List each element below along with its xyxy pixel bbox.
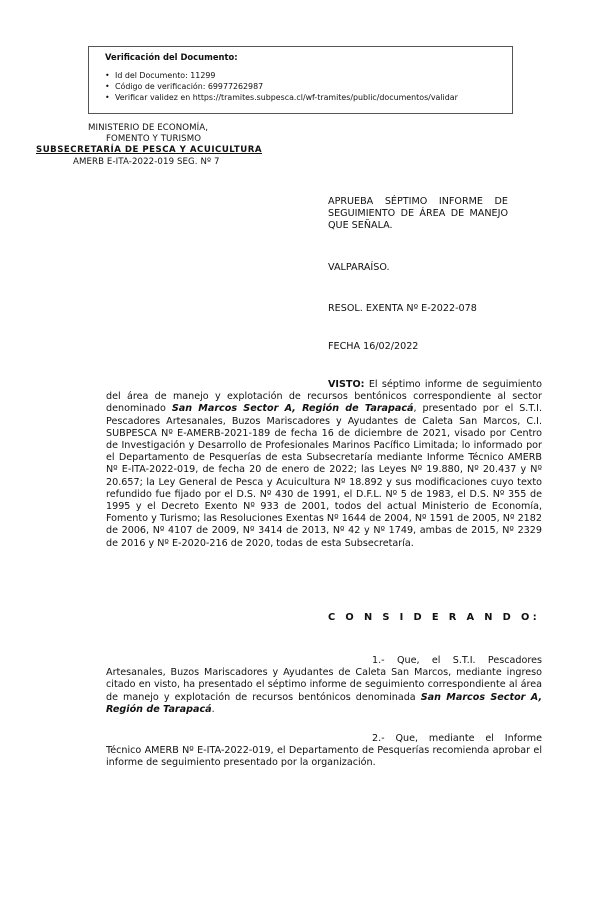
resolution-number: RESOL. EXENTA Nº E-2022-078: [328, 303, 477, 314]
verification-title: Verificación del Documento:: [105, 52, 238, 62]
verification-list: [105, 70, 504, 103]
city: VALPARAÍSO.: [328, 262, 390, 273]
validation-link[interactable]: • Verificar validez en https://tramites.subpesca.cl/wf-tramites/public/documentos/validar: [105, 92, 504, 103]
visto-text-1: El séptimo informe de seguimiento del área de manejo y explotación de recursos bentónicos correspondiente al sector denominado: [106, 379, 542, 415]
considerando-heading: C O N S I D E R A N D O:: [328, 612, 541, 623]
item-2-text: Que, mediante el Informe Técnico AMERB Nº E-ITA-2022-019, el Departamento de Pesquerías recomienda aprobar el informe de seguimiento presentado por la organización.: [106, 733, 542, 769]
resolution-subject: APRUEBA SÉPTIMO INFORME DE SEGUIMIENTO DE ÁREA DE MANEJO QUE SEÑALA.: [328, 196, 508, 231]
visto-text-2: , presentado por el S.T.I. Pescadores Artesanales, Buzos Mariscadores y Ayudantes de Caleta San Marcos, C.I. SUBPESCA Nº E-AMERB-2021-189 de fecha 16 de diciembre de 2021, visado por Centro de Investigación y Desarrollo de Profesionales Marinos Pacífico Limitada; lo informado por el Departamento de Pesquerías de esta Subsecretaría mediante Informe Técnico AMERB Nº E-ITA-2022-019, de fecha 20 de enero de 2022; las Leyes Nº 19.880, Nº 20.437 y Nº 20.657; la Ley General de Pesca y Acuicultura Nº 18.892 y sus modificaciones cuyo texto refundido fue fijado por el D.S. Nº 430 de 1991, el D.F.L. Nº 5 de 1983, el D.S. Nº 355 de 1995 y el Decreto Exento Nº 933 de 2001, todos del actual Ministerio de Economía, Fomento y Turismo; las Resoluciones Exentas Nº 1644 de 2004, Nº 1591 de 2005, Nº 2182 de 2006, Nº 4107 de 2009, Nº 3414 de 2013, Nº 42 y Nº 1749, ambas de 2015, Nº 2329 de 2016 y Nº E-2020-216 de 2020, todas de esta Subsecretaría.: [106, 403, 542, 549]
item-1-area-name: San Marcos Sector A, Región de Tarapacá: [106, 691, 542, 715]
item-1-text: Que, el S.T.I. Pescadores Artesanales, Buzos Mariscadores y Ayudantes de Caleta San Marcos, mediante ingreso citado en visto, ha presentado el séptimo informe de seguimiento correspondiente al área de manejo y explotación de recursos bentónicos denominada: [106, 655, 542, 703]
resolution-date: FECHA 16/02/2022: [328, 341, 419, 352]
item-1-number: 1.-: [372, 655, 385, 666]
ministry-line-2: FOMENTO Y TURISMO: [106, 134, 202, 144]
considerando-item-2: [106, 733, 542, 770]
verification-code: • Código de verificación: 69977262987: [105, 81, 504, 92]
document-id: • Id del Documento: 11299: [105, 70, 504, 81]
subsecretaria-title: SUBSECRETARÍA DE PESCA Y ACUICULTURA: [36, 145, 262, 155]
document-reference: AMERB E-ITA-2022-019 SEG. Nº 7: [73, 157, 220, 167]
item-1-end: .: [211, 703, 215, 715]
visto-label: VISTO:: [328, 379, 365, 390]
verification-box: [88, 46, 513, 114]
visto-area-name: San Marcos Sector A, Región de Tarapacá: [171, 403, 414, 415]
item-2-number: 2.-: [372, 733, 385, 744]
considerando-item-1: [106, 655, 542, 716]
ministry-line-1: MINISTERIO DE ECONOMÍA,: [88, 123, 209, 133]
visto-paragraph: [106, 379, 542, 550]
